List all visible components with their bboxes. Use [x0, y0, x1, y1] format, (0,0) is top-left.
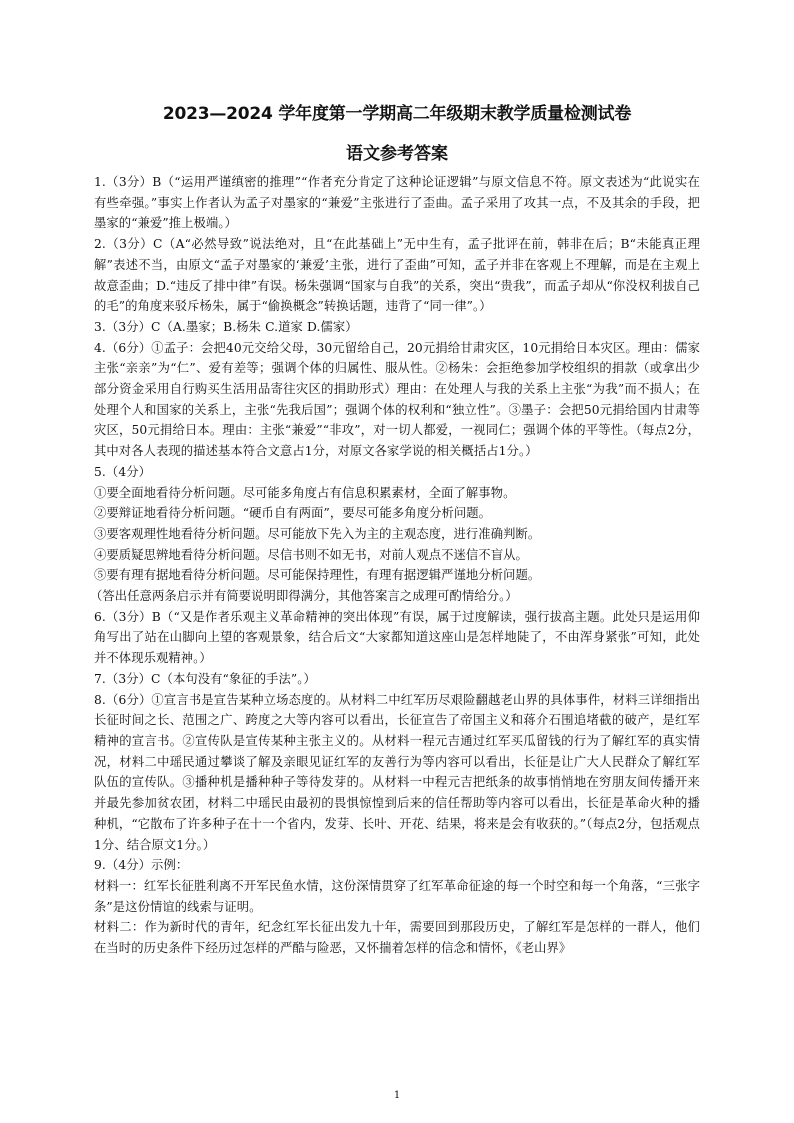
answer-q5-point-5: ⑤要有理有据地看待分析问题。尽可能保持理性，有理有据逻辑严谨地分析问题。 — [94, 568, 541, 583]
answer-q5-point-1: ①要全面地看待分析问题。尽可能多角度占有信息积累素材，全面了解事物。 — [94, 485, 516, 500]
answer-q9-header: 9.（4分）示例： — [94, 858, 189, 873]
answer-q5-header: 5.（4分） — [94, 464, 152, 479]
answer-document — [90, 102, 700, 959]
answer-q5-point-3: ③要客观理性地看待分析问题。尽可能放下先入为主的主观态度，进行准确判断。 — [94, 526, 541, 541]
answer-q8: 8.（6分）①宣言书是宣告某种立场态度的。从材料二中红军历尽艰险翻越老山界的具体事件，材料三详细指出长征时间之长、范围之广、跨度之大等内容可以看出，长征宣告了帝国主义和蒋介石围追堵截的破产，是红军精神的宣言书。②宣传队是宣传某种主张主义的。从材料一程元吉通过红军买瓜留钱的行为了解红军的真实情况，材料二中瑶民通过攀谈了解及亲眼见证红军的友善行为等内容可以看出，长征是让广大人民群众了解红军队伍的宣传队。③播种机是播种种子等待发芽的。从材料一中程元吉把纸条的故事悄悄地在穷朋友间传播开来并最先参加贫农团，材料二中瑶民由最初的畏惧惊惶到后来的信任帮助等内容可以看出，长征是革命火种的播种机，“它散布了许多种子在十一个省内，发芽、长叶、开花、结果，将来是会有收获的。”（每点2分，包括观点1分、结合原文1分。） — [94, 692, 700, 852]
document-title: 2023—2024 学年度第一学期高二年级期末教学质量检测试卷 — [162, 104, 632, 124]
answer-q3: 3.（3分）C（A.墨家；B.杨朱 C.道家 D.儒家） — [94, 319, 358, 334]
answer-q5-note: （答出任意两条启示并有简要说明即得满分，其他答案言之成理可酌情给分。） — [90, 589, 518, 604]
answer-q9-material-1: 材料一：红军长征胜利离不开军民鱼水情，这份深情贯穿了红军革命征途的每一个时空和每一个角落，“三张字条”是这份情谊的线索与证明。 — [94, 878, 700, 914]
answer-q5-point-4: ④要质疑思辨地看待分析问题。尽信书则不如无书，对前人观点不迷信不盲从。 — [94, 547, 528, 562]
answer-q6: 6.（3分）B（“又是作者乐观主义革命精神的突出体现”有误，属于过度解读，强行拔高主题。此处只是运用仰角写出了站在山脚向上望的客观景象，结合后文“大家都知道这座山是怎样地陡了，不由浑身紧张”可知，此处并不体现乐观精神。） — [94, 609, 700, 666]
answer-q9-material-2: 材料二：作为新时代的青年，纪念红军长征出发九十年，需要回到那段历史，了解红军是怎样的一群人，他们在当时的历史条件下经历过怎样的严酷与险恶，又怀揣着怎样的信念和情怀，《老山界》 — [94, 920, 700, 956]
answer-q7: 7.（3分）C（本句没有“象征的手法”。） — [94, 671, 316, 686]
answer-q1: 1.（3分）B（“运用严谨缜密的推理”“作者充分肯定了这种论证逻辑”与原文信息不符。原文表述为“此说实在有些牵强。”事实上作者认为孟子对墨家的“兼爱”主张进行了歪曲。孟子采用了攻其一点，不及其余的手段，把墨家的“兼爱”推上极端。） — [94, 175, 700, 231]
answer-q2: 2.（3分）C（A“必然导致”说法绝对，且“在此基础上”无中生有，孟子批评在前，韩非在后；B“未能真正理解”表述不当，由原文“孟子对墨家的‘兼爱’主张，进行了歪曲”可知，孟子并非在客观上不理解，而是在主观上故意歪曲；D.“违反了排中律”有误。杨朱强调“国家与自我”的关系，突出“贵我”，而孟子却从“你没权利拔自己的毛”的角度来驳斥杨朱，属于“偷换概念”转换话题，违背了“同一律”。） — [94, 237, 700, 314]
page-number: 1 — [393, 1090, 401, 1101]
document-subtitle: 语文参考答案 — [346, 144, 448, 164]
answer-q4: 4.（6分）①孟子：会把40元交给父母，30元留给自己，20元捐给甘肃灾区，10元捐给日本灾区。理由：儒家主张“亲亲”为“仁”、爱有差等；强调个体的归属性、服从性。②杨朱：会拒绝参加学校组织的捐款（或拿出少部分资金采用自行购买生活用品寄往灾区的捐助形式）理由：在处理人与我的关系上主张“为我”而不损人；在处理个人和国家的关系上，主张“先我后国”；强调个体的权利和“独立性”。③墨子：会把50元捐给国内甘肃等灾区，50元捐给日本。理由：主张“兼爱”“非攻”，对一切人都爱，一视同仁；强调个体的平等性。（每点2分，其中对各人表现的描述基本符合文意占1分，对原文各家学说的相关概括占1分。） — [94, 340, 700, 459]
answer-q5-point-2: ②要辩证地看待分析问题。“硬币自有两面”，要尽可能多角度分析问题。 — [94, 506, 492, 521]
